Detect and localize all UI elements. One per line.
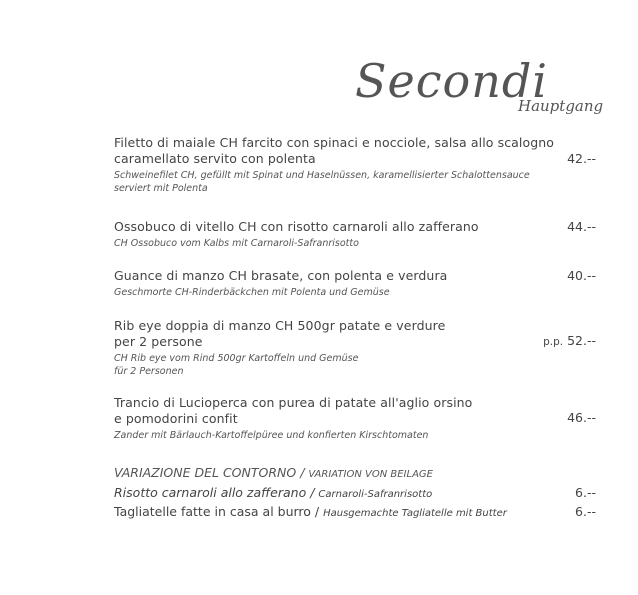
item-name-it: Ossobuco di vitello CH con risotto carnaroli allo zafferano bbox=[114, 219, 479, 234]
item-price: 46.-- bbox=[567, 410, 596, 425]
menu-item bbox=[114, 219, 596, 250]
item-name-de: Zander mit Bärlauch-Kartoffelpüree und konfierten Kirschtomaten bbox=[114, 430, 429, 441]
item-name-de: Geschmorte CH-Rinderbäckchen mit Polenta und Gemüse bbox=[114, 287, 390, 298]
menu-item bbox=[114, 318, 596, 378]
item-price: 42.-- bbox=[567, 151, 596, 166]
side-item-price: 6.-- bbox=[575, 485, 596, 500]
item-name-it: Rib eye doppia di manzo CH 500gr patate e verdure per 2 persone bbox=[114, 318, 446, 349]
item-price: 40.-- bbox=[567, 268, 596, 283]
item-name-it: Filetto di maiale CH farcito con spinaci e nocciole, salsa allo scalogno caramellato servito con polenta bbox=[114, 135, 555, 166]
side-item-price: 6.-- bbox=[575, 504, 596, 519]
item-name-de: CH Ossobuco vom Kalbs mit Carnaroli-Safranrisotto bbox=[114, 238, 359, 249]
side-item: Risotto carnaroli allo zafferano / Carnaroli-Safranrisotto bbox=[114, 485, 433, 500]
menu-item bbox=[114, 268, 596, 299]
item-price: p.p. 52.-- bbox=[543, 333, 596, 348]
side-section-title: VARIAZIONE DEL CONTORNO / VARIATION VON BEILAGE bbox=[114, 465, 433, 480]
item-name-it: Trancio di Lucioperca con purea di patate all'aglio orsino e pomodorini confit bbox=[114, 395, 473, 426]
item-name-it: Guance di manzo CH brasate, con polenta e verdura bbox=[114, 268, 448, 283]
menu-item bbox=[114, 135, 596, 195]
item-name-de: Schweinefilet CH, gefüllt mit Spinat und Haselnüssen, karamellisierter Schalottensauce serviert mit Polenta bbox=[114, 170, 530, 194]
item-price: 44.-- bbox=[567, 219, 596, 234]
item-name-de: CH Rib eye vom Rind 500gr Kartoffeln und Gemüse für 2 Personen bbox=[114, 353, 359, 377]
side-item: Tagliatelle fatte in casa al burro / Hausgemachte Tagliatelle mit Butter bbox=[114, 504, 507, 519]
page-title: Secondi bbox=[355, 54, 548, 108]
menu-item bbox=[114, 395, 596, 442]
price-per-person-label: p.p. bbox=[543, 336, 564, 348]
page-subtitle: Hauptgang bbox=[518, 97, 604, 115]
